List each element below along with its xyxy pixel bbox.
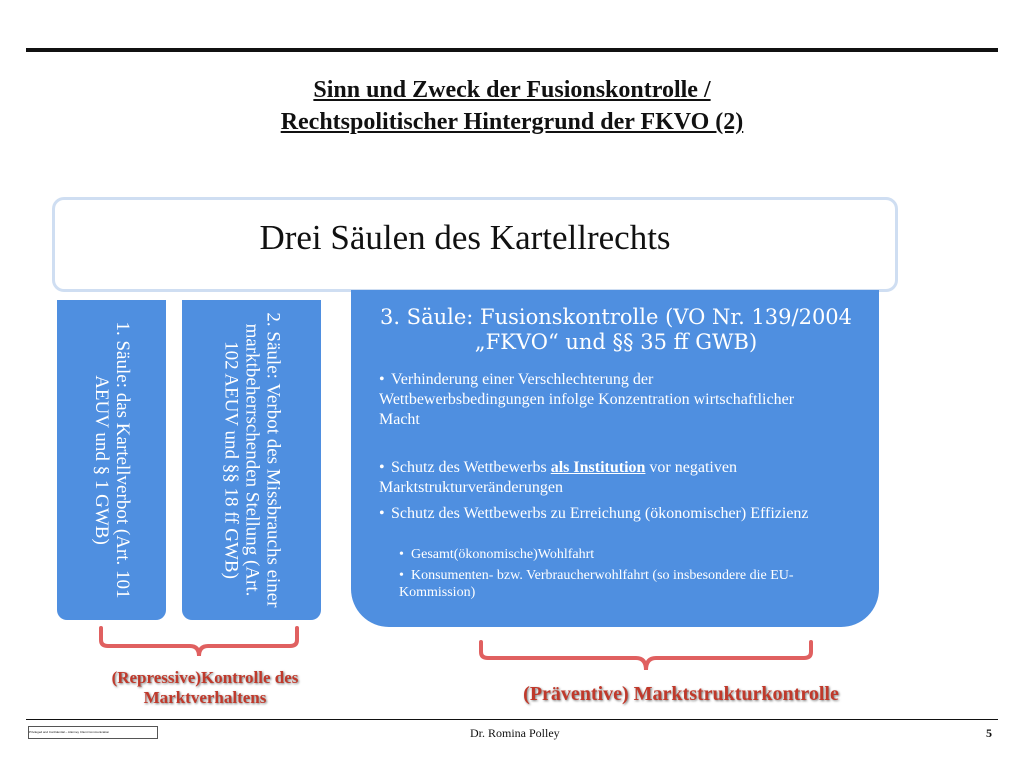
pillar-2 xyxy=(182,300,321,620)
bullet-1-text: Verhinderung einer Verschlechterung der Wettbewerbsbedingungen infolge Konzentration wirtschaftlicher Macht xyxy=(379,371,795,428)
bullet-marker: • xyxy=(379,459,385,476)
bullet-3-text: Schutz des Wettbewerbs zu Erreichung (ökonomischer) Effizienz xyxy=(391,505,809,522)
label-preventive-control: (Präventive) Marktstrukturkontrolle xyxy=(523,683,839,705)
page-title xyxy=(0,74,1024,138)
pillar-3 xyxy=(351,290,879,627)
left-brace xyxy=(96,624,302,660)
pillars-header-box xyxy=(52,197,898,292)
bullet-marker: • xyxy=(379,505,385,522)
sub-bullet-marker: • xyxy=(399,568,404,583)
sub-bullet-2-text: Konsumenten- bzw. Verbraucherwohlfahrt (so insbesondere die EU-Kommission) xyxy=(399,568,794,600)
bullet-1 xyxy=(379,370,799,430)
label-repressive-control: (Repressive)Kontrolle des Marktverhaltens xyxy=(111,668,299,707)
sub-bullet-2 xyxy=(399,567,849,601)
title-line-1: Sinn und Zweck der Fusionskontrolle / xyxy=(313,77,711,103)
pillar-1-text: 1. Säule: das Kartellverbot (Art. 101 AEUV und § 1 GWB) xyxy=(90,321,133,599)
pillar-3-heading xyxy=(371,305,861,355)
sub-bullet-1 xyxy=(399,546,839,563)
bullet-2 xyxy=(379,458,839,498)
footer-note: Privileged and Confidential – Attorney Client Communication xyxy=(28,726,158,739)
bullet-2-post: vor negativen Marktstrukturveränderungen xyxy=(379,459,737,496)
title-line-2: Rechtspolitischer Hintergrund der FKVO (2) xyxy=(280,109,744,135)
sub-bullet-marker: • xyxy=(399,547,404,562)
bullet-3 xyxy=(379,504,839,524)
sub-bullet-1-text: Gesamt(ökonomische)Wohlfahrt xyxy=(411,547,595,562)
bullet-2-emphasis: als Institution xyxy=(550,459,646,476)
right-brace xyxy=(476,638,816,674)
footer-author: Dr. Romina Polley xyxy=(470,726,560,740)
bullet-marker: • xyxy=(379,371,385,388)
top-rule xyxy=(26,48,998,52)
bullet-2-pre: Schutz des Wettbewerbs xyxy=(391,459,547,476)
pillar-3-heading-line-1: 3. Säule: Fusionskontrolle (VO Nr. 139/2004 xyxy=(379,305,853,329)
pillars-header: Drei Säulen des Kartellrechts xyxy=(259,218,671,257)
page-number: 5 xyxy=(986,726,992,740)
pillar-3-heading-line-2: „FKVO“ und §§ 35 ff GWB) xyxy=(474,330,758,354)
pillar-1 xyxy=(57,300,166,620)
pillar-2-text: 2. Säule: Verbot des Missbrauchs einer marktbeherrschenden Stellung (Art. 102 AEUV und §§ 18 ff GWB) xyxy=(220,312,283,608)
footer-rule xyxy=(26,719,998,720)
